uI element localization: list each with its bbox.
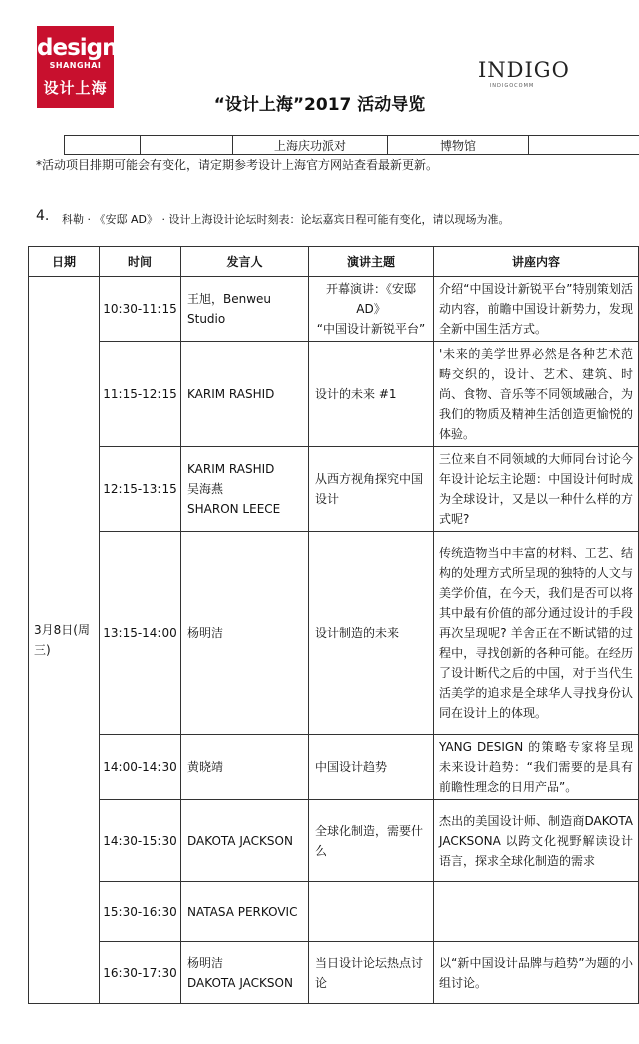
speaker-cell: 杨明洁 DAKOTA JACKSON <box>181 942 309 1004</box>
topic-cell: 从西方视角探究中国设计 <box>309 447 434 532</box>
speaker-cell: 王旭，Benweu Studio <box>181 277 309 342</box>
logo-brand: design <box>37 35 118 61</box>
schedule-note: *活动项目排期可能会有变化，请定期参考设计上海官方网站查看最新更新。 <box>36 158 439 172</box>
content-cell: YANG DESIGN 的策略专家将呈现未来设计趋势：“我们需要的是具有前瞻性理念的日用产品”。 <box>434 735 639 800</box>
content-cell: '未来的美学世界必然是各种艺术范畴交织的，设计、艺术、建筑、时尚、食物、音乐等不同领域融合，为我们的物质及精神生活创造更愉悦的体验。 <box>434 342 639 447</box>
table-row <box>29 342 639 447</box>
content-cell: 传统造物当中丰富的材料、工艺、结构的处理方式所呈现的独特的人文与美学价值，在今天，我们是否可以将其中最有价值的部分通过设计的手段再次呈现呢? 羊舍正在不断试错的过程中，寻找创新的各种可能。在经历了设计断代之后的中国，对于当代生活美学的追求是全球华人寻找身份认同在设计上的体现。 <box>434 532 639 735</box>
time-cell: 12:15-13:15 <box>100 447 181 532</box>
time-cell: 16:30-17:30 <box>100 942 181 1004</box>
content-cell: 以“新中国设计品牌与趋势”为题的小组讨论。 <box>434 942 639 1004</box>
speaker-cell: 杨明洁 <box>181 532 309 735</box>
page-title: “设计上海”2017 活动导览 <box>213 95 426 115</box>
top-table-fragment <box>64 135 639 155</box>
content-cell: 介绍“中国设计新锐平台”特别策划活动内容，前瞻中国设计新势力，发现全新中国生活方式。 <box>434 277 639 342</box>
time-cell: 10:30-11:15 <box>100 277 181 342</box>
logo-chinese: 设计上海 <box>43 79 108 97</box>
speaker-cell: DAKOTA JACKSON <box>181 800 309 882</box>
time-cell: 14:00-14:30 <box>100 735 181 800</box>
top-cell <box>65 136 141 155</box>
topic-cell: 全球化制造，需要什么 <box>309 800 434 882</box>
table-row <box>29 942 639 1004</box>
forum-schedule-table <box>28 246 639 1004</box>
table-row <box>29 882 639 942</box>
content-cell: 三位来自不同领域的大师同台讨论今年设计论坛主论题：中国设计何时成为全球设计，又是以一种什么样的方式呢? <box>434 447 639 532</box>
top-cell: 上海庆功派对 <box>233 136 388 155</box>
topic-cell: 设计制造的未来 <box>309 532 434 735</box>
time-cell: 13:15-14:00 <box>100 532 181 735</box>
header-speaker: 发言人 <box>181 247 309 277</box>
table-row <box>29 532 639 735</box>
topic-cell: 当日设计论坛热点讨论 <box>309 942 434 1004</box>
content-cell: 杰出的美国设计师、制造商DAKOTA JACKSONA 以跨文化视野解读设计语言，探求全球化制造的需求 <box>434 800 639 882</box>
header-topic: 演讲主题 <box>309 247 434 277</box>
speaker-cell: KARIM RASHID <box>181 342 309 447</box>
speaker-cell: 黄晓靖 <box>181 735 309 800</box>
indigo-mark: INDIGO <box>478 58 570 82</box>
speaker-cell: KARIM RASHID 吴海燕 SHARON LEECE <box>181 447 309 532</box>
header-date: 日期 <box>29 247 100 277</box>
table-row <box>29 447 639 532</box>
logo-city: SHANGHAI <box>49 61 102 70</box>
date-cell: 3月8日(周三) <box>29 277 100 1004</box>
table-row <box>29 735 639 800</box>
table-row <box>29 800 639 882</box>
header-time: 时间 <box>100 247 181 277</box>
section-number: 4. <box>36 208 50 224</box>
time-cell: 11:15-12:15 <box>100 342 181 447</box>
topic-cell: 中国设计趋势 <box>309 735 434 800</box>
top-cell <box>141 136 233 155</box>
topic-cell: 设计的未来 #1 <box>309 342 434 447</box>
speaker-cell: NATASA PERKOVIC <box>181 882 309 942</box>
table-header-row <box>29 247 639 277</box>
time-cell: 15:30-16:30 <box>100 882 181 942</box>
header-content: 讲座内容 <box>434 247 639 277</box>
topic-cell <box>309 882 434 942</box>
top-cell: 博物馆 <box>388 136 529 155</box>
top-cell <box>529 136 639 155</box>
content-cell <box>434 882 639 942</box>
indigo-sub: INDIGOCOMM <box>489 83 535 89</box>
indigo-logo <box>478 58 570 94</box>
section-heading: 科勒 · 《安邸 AD》 · 设计上海设计论坛时刻表：论坛嘉宾日程可能有变化，请以现场为准。 <box>62 213 510 226</box>
time-cell: 14:30-15:30 <box>100 800 181 882</box>
table-row <box>29 277 639 342</box>
topic-cell: 开幕演讲：《安邸 AD》 “中国设计新锐平台” <box>309 277 434 342</box>
